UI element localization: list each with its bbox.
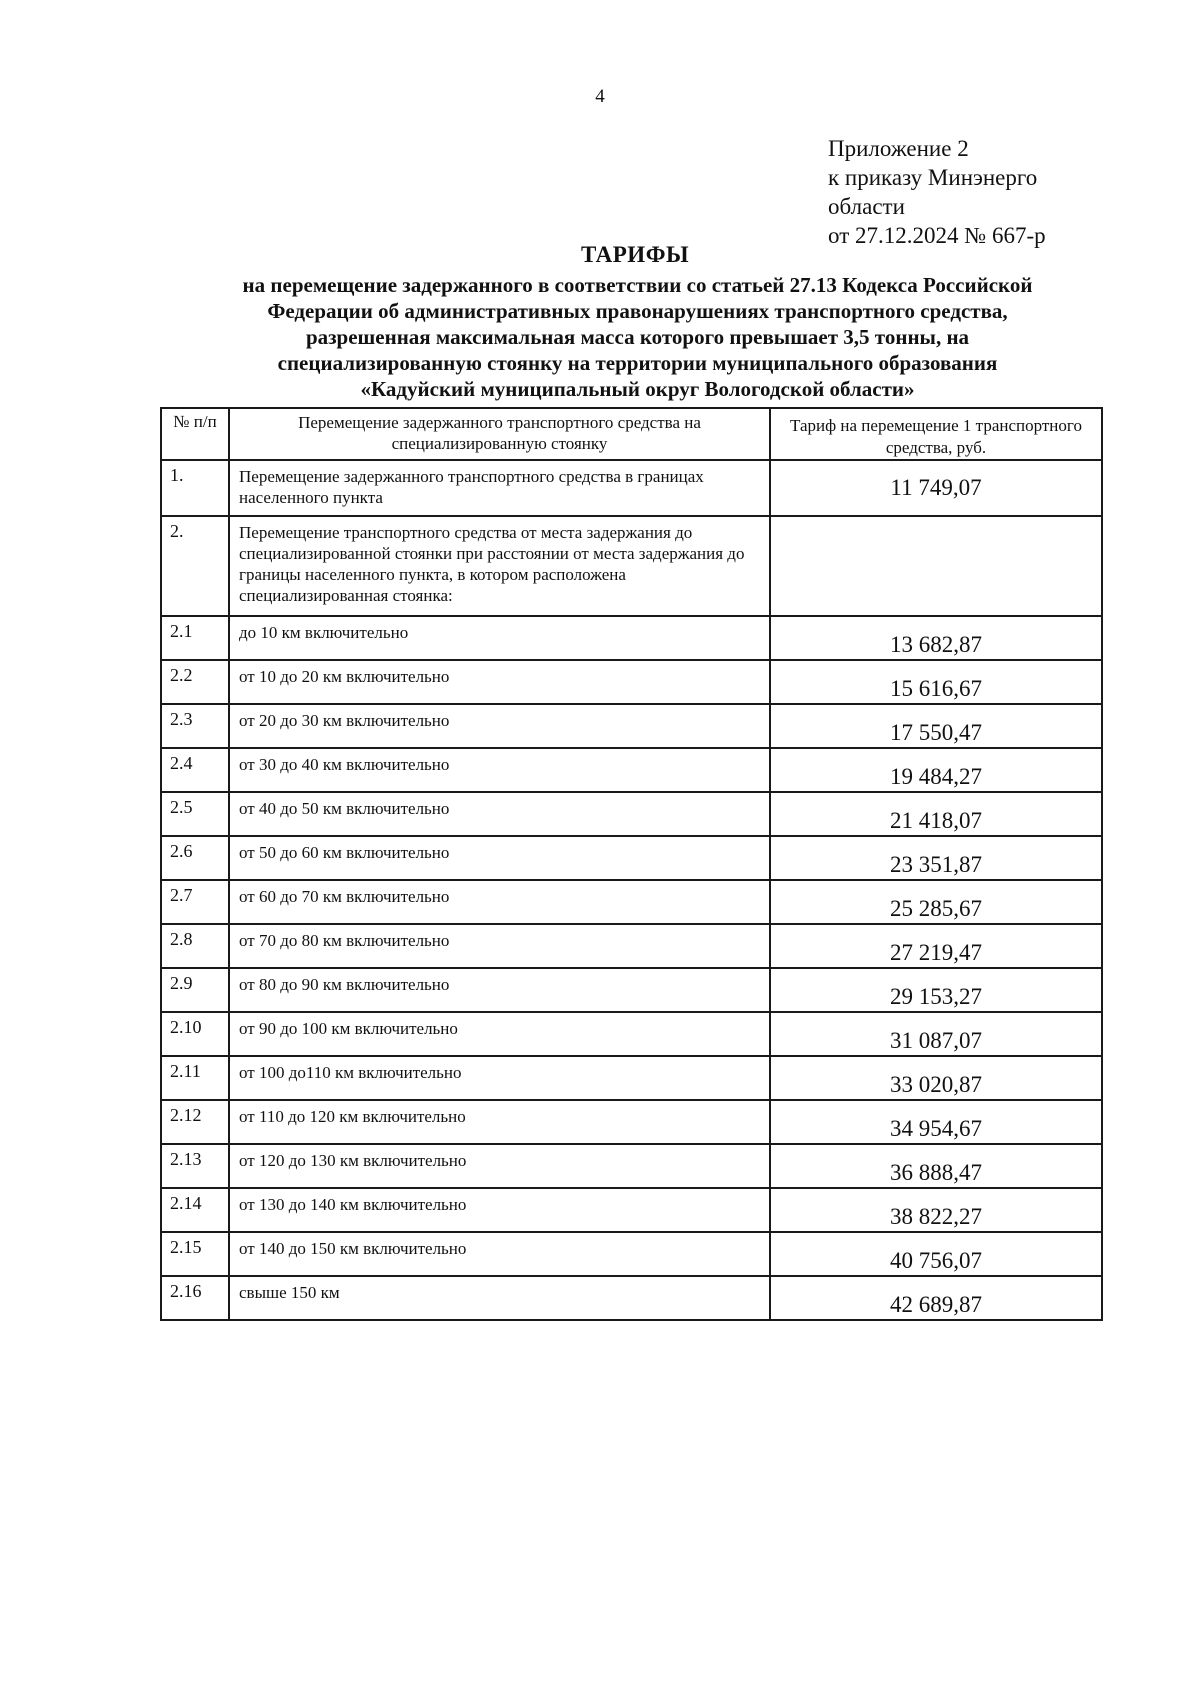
row-tariff-value: 23 351,87 [770, 836, 1102, 880]
table-row [161, 1012, 1102, 1056]
row-description: от 120 до 130 км включительно [229, 1144, 770, 1188]
row-description: до 10 км включительно [229, 616, 770, 660]
row-number: 2.5 [161, 792, 229, 836]
appendix-line: Приложение 2 [828, 136, 969, 161]
row-tariff-value: 29 153,27 [770, 968, 1102, 1012]
table-header-row [161, 408, 1102, 460]
row-tariff-value: 17 550,47 [770, 704, 1102, 748]
row-number: 2.10 [161, 1012, 229, 1056]
table-row [161, 460, 1102, 516]
table-row [161, 1232, 1102, 1276]
row-tariff-value: 21 418,07 [770, 792, 1102, 836]
row-number: 2.1 [161, 616, 229, 660]
row-number: 2.11 [161, 1056, 229, 1100]
row-description: от 130 до 140 км включительно [229, 1188, 770, 1232]
row-description: от 20 до 30 км включительно [229, 704, 770, 748]
row-number: 2.7 [161, 880, 229, 924]
row-description: свыше 150 км [229, 1276, 770, 1320]
table-row [161, 748, 1102, 792]
subtitle-line: на перемещение задержанного в соответствии со статьей 27.13 Кодекса Российской [242, 273, 1033, 297]
row-number: 2.16 [161, 1276, 229, 1320]
row-number: 2.14 [161, 1188, 229, 1232]
table-row [161, 792, 1102, 836]
table-row [161, 1188, 1102, 1232]
subtitle-line: специализированную стоянку на территории муниципального образования [277, 351, 998, 375]
document-title: ТАРИФЫ [580, 242, 690, 267]
appendix-note [828, 134, 1046, 250]
row-tariff-value: 27 219,47 [770, 924, 1102, 968]
table-row [161, 968, 1102, 1012]
row-description: от 40 до 50 км включительно [229, 792, 770, 836]
appendix-line: области [828, 194, 905, 219]
row-tariff-value: 19 484,27 [770, 748, 1102, 792]
table-row [161, 1276, 1102, 1320]
row-number: 2.2 [161, 660, 229, 704]
row-number: 2.15 [161, 1232, 229, 1276]
row-tariff-value: 15 616,67 [770, 660, 1102, 704]
header-description: Перемещение задержанного транспортного средства на специализированную стоянку [229, 408, 770, 460]
row-tariff-value [770, 516, 1102, 616]
table-row [161, 704, 1102, 748]
tariffs-table [160, 407, 1103, 1321]
page-number: 4 [595, 86, 605, 107]
row-number: 2.9 [161, 968, 229, 1012]
row-description: от 10 до 20 км включительно [229, 660, 770, 704]
row-description: от 140 до 150 км включительно [229, 1232, 770, 1276]
appendix-line: от 27.12.2024 № 667-р [828, 223, 1046, 248]
row-number: 2.6 [161, 836, 229, 880]
subtitle-line: разрешенная максимальная масса которого превышает 3,5 тонны, на [305, 325, 970, 349]
row-description: от 60 до 70 км включительно [229, 880, 770, 924]
row-number: 2.13 [161, 1144, 229, 1188]
row-description: от 50 до 60 км включительно [229, 836, 770, 880]
row-number: 2.8 [161, 924, 229, 968]
row-tariff-value: 13 682,87 [770, 616, 1102, 660]
table-row [161, 1056, 1102, 1100]
row-description: Перемещение задержанного транспортного средства в границах населенного пункта [229, 460, 770, 516]
table-row [161, 1100, 1102, 1144]
table-row [161, 924, 1102, 968]
row-description: Перемещение транспортного средства от места задержания до специализированной стоянки при расстоянии от места задержания до границы населенного пункта, в котором расположена специализированная стоянка: [229, 516, 770, 616]
row-number: 1. [161, 460, 229, 516]
row-description: от 90 до 100 км включительно [229, 1012, 770, 1056]
table-row [161, 660, 1102, 704]
document-subtitle [160, 272, 1115, 402]
row-number: 2.3 [161, 704, 229, 748]
row-description: от 110 до 120 км включительно [229, 1100, 770, 1144]
table-row [161, 516, 1102, 616]
table-row [161, 836, 1102, 880]
row-tariff-value: 40 756,07 [770, 1232, 1102, 1276]
row-tariff-value: 36 888,47 [770, 1144, 1102, 1188]
row-tariff-value: 31 087,07 [770, 1012, 1102, 1056]
row-description: от 100 до110 км включительно [229, 1056, 770, 1100]
subtitle-line: «Кадуйский муниципальный округ Вологодской области» [360, 377, 915, 401]
row-tariff-value: 33 020,87 [770, 1056, 1102, 1100]
header-tariff: Тариф на перемещение 1 транспортного средства, руб. [770, 408, 1102, 460]
row-description: от 80 до 90 км включительно [229, 968, 770, 1012]
subtitle-line: Федерации об административных правонарушениях транспортного средства, [267, 299, 1008, 323]
row-tariff-value: 42 689,87 [770, 1276, 1102, 1320]
header-number: № п/п [161, 408, 229, 460]
table-row [161, 616, 1102, 660]
row-tariff-value: 25 285,67 [770, 880, 1102, 924]
appendix-line: к приказу Минэнерго [828, 165, 1038, 190]
row-tariff-value: 38 822,27 [770, 1188, 1102, 1232]
row-number: 2.12 [161, 1100, 229, 1144]
row-description: от 30 до 40 км включительно [229, 748, 770, 792]
row-number: 2. [161, 516, 229, 616]
table-row [161, 1144, 1102, 1188]
row-number: 2.4 [161, 748, 229, 792]
table-row [161, 880, 1102, 924]
row-tariff-value: 11 749,07 [770, 460, 1102, 516]
row-tariff-value: 34 954,67 [770, 1100, 1102, 1144]
row-description: от 70 до 80 км включительно [229, 924, 770, 968]
